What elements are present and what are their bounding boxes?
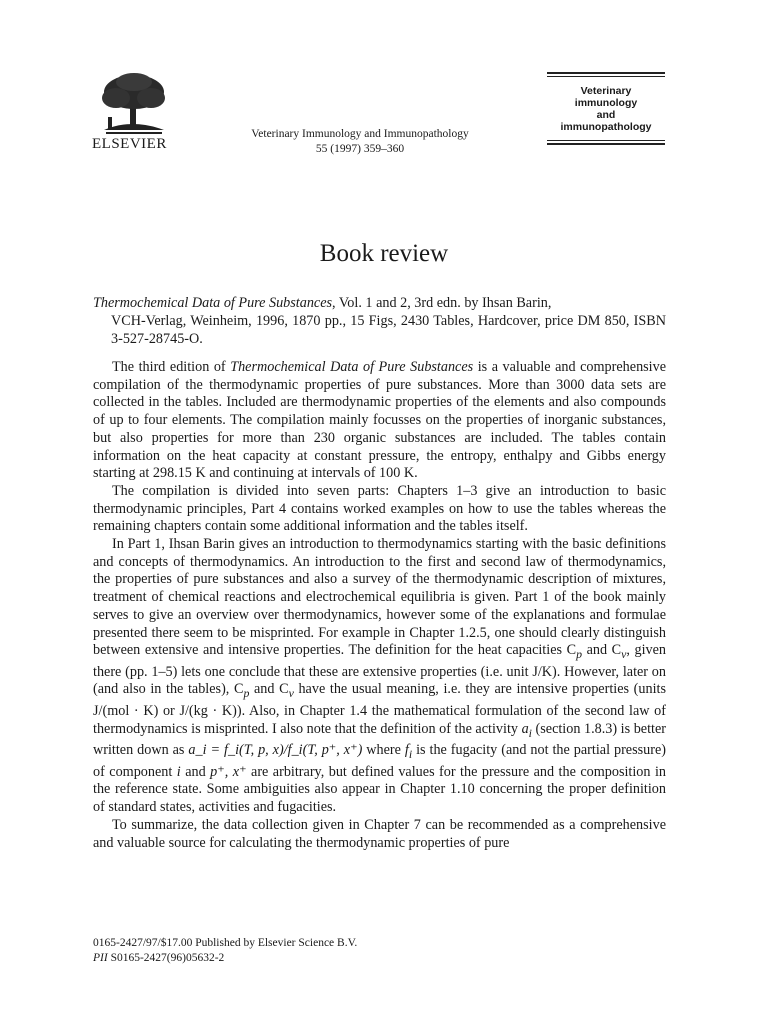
elsevier-tree-icon [94,72,170,136]
book-details-start: , Vol. 1 and 2, 3rd edn. by Ihsan Barin, [332,295,552,311]
copyright-line: 0165-2427/97/$17.00 Published by Elsevier Science B.V. [93,937,358,949]
review-body [93,359,666,852]
activity-formula: a_i = f_i(T, p, x)/f_i(T, p⁺, x⁺) [188,742,363,759]
paragraph-2: The compilation is divided into seven parts: Chapters 1–3 give an introduction to basic thermodynamic principles, Part 4 contains worked examples on how to use the tables whereas the remaining chapters contain some additional information and the tables itself. [93,482,666,535]
journal-citation [220,127,500,157]
page-footer [93,936,666,966]
book-title: Thermochemical Data of Pure Substances [93,295,333,311]
publisher-logo [92,72,176,153]
publisher-name: ELSEVIER [92,136,167,152]
book-details: VCH-Verlag, Weinheim, 1996, 1870 pp., 15 Figs, 2430 Tables, Hardcover, price DM 850, ISBN 3-527-28745-O. [111,313,666,347]
book-citation [93,294,666,348]
pii-line: PII S0165-2427(96)05632-2 [93,952,225,964]
page-header [0,0,768,170]
volume-pages: 55 (1997) 359–360 [315,143,405,155]
journal-title-box [547,72,665,145]
journal-box-title: Veterinary immunology and immunopathology [560,85,652,133]
journal-name: Veterinary Immunology and Immunopathology [251,128,469,140]
paragraph-1: The third edition of Thermochemical Data of Pure Substances is a valuable and comprehensive compilation of the thermodynamic properties of pure substances. More than 3000 data sets are collected in the tables. Included are thermodynamic properties of the elements and also compounds of up to four elements. The compilation mainly focusses on the properties of inorganic substances, but also properties for more than 230 organic substances are included. The tables contain information on the heat capacity at constant pressure, the entropy, enthalpy and Gibbs energy starting at 298.15 K and continuing at intervals of 100 K. [93,359,667,482]
paragraph-4: To summarize, the data collection given in Chapter 7 can be recommended as a comprehensive and valuable source for calculating the thermodynamic properties of pure [93,816,666,851]
paragraph-3: In Part 1, Ihsan Barin gives an introduction to thermodynamics starting with the basic definitions and concepts of thermodynamics. An introduction to the first and second law of thermodynamics, the properties of pure substances and also a survey of the thermodynamic description of mixtures, treatment of chemical reactions and electrochemical equilibria is given. Part 1 of the book mainly serves to give an overview over thermodynamics, however some of the explanations and formulae presented there seem to be misprinted. For example in Chapter 1.2.5, one should clearly distinguish between extensive and intensive properties. The definition for the heat capacities $C_p$ and $C_v$, given there (pp. 1–5) lets one conclude that these are extensive properties (i.e. unit J/K). However, later on (and also in the tables), $C_p$ and $C_v$ have the usual meaning, i.e. they are intensive properties (units J/(mol · K) or J/(kg · K)). Also, in Chapter 1.4 the mathematical formulation of the second law of thermodynamics is misprinted. I also note that the definition of the activity $a_i$ (section 1.8.3) is better written down as a_i = f_i(T, p, x)/f_i(T, p⁺, x⁺) where $f_i$ is the fugacity (and not the partial pressure) of component i and p⁺, x⁺ are arbitrary, but defined values for the pressure and the composition in the reference state. Some ambiguities also appear in Chapter 1.10 concerning the proper definition of standard states, activities and fugacities. [93,536,666,816]
article-title: Book review [319,240,449,267]
bottom-rule [547,140,665,145]
